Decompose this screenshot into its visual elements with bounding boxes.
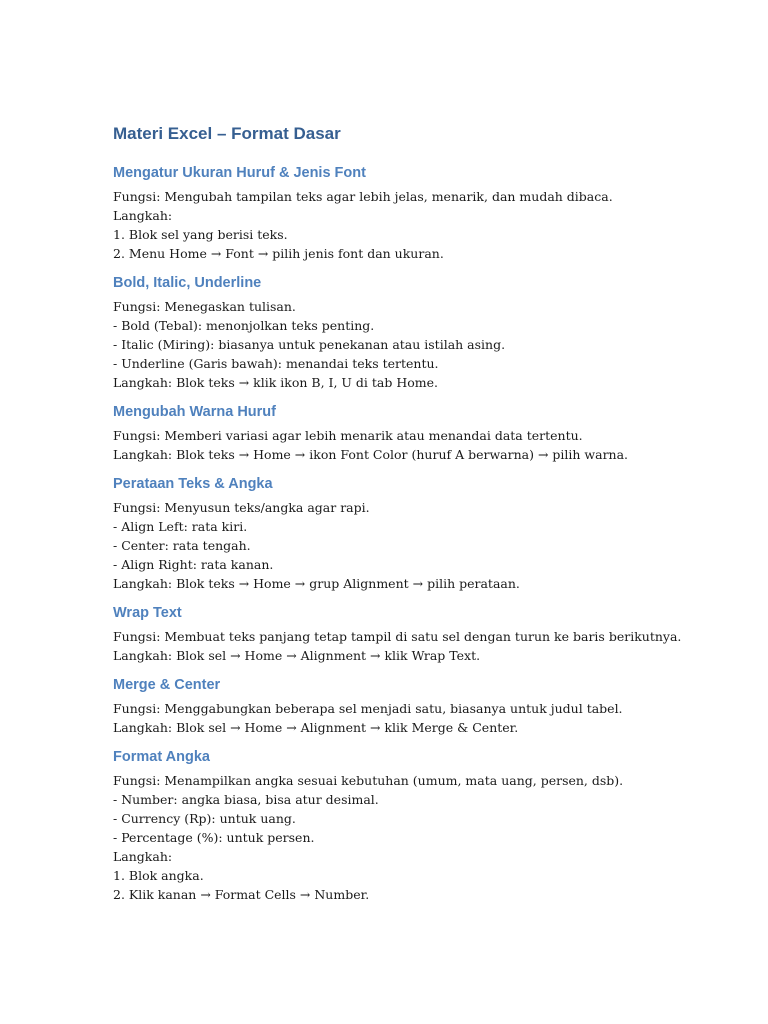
section: [113, 748, 713, 904]
body-text-line: - Percentage (%): untuk persen.: [113, 830, 315, 845]
body-text-line: Langkah: Blok sel → Home → Alignment → klik Wrap Text.: [113, 648, 481, 663]
body-text-line: 1. Blok sel yang berisi teks.: [113, 227, 288, 242]
body-text-line: - Align Right: rata kanan.: [113, 557, 274, 572]
body-text-line: Fungsi: Menegaskan tulisan.: [113, 299, 296, 314]
sections-container: [113, 164, 713, 904]
section-heading: Wrap Text: [113, 605, 182, 621]
body-text-line: - Align Left: rata kiri.: [113, 519, 248, 534]
body-text-line: Langkah:: [113, 208, 173, 223]
section: [113, 164, 713, 263]
body-text-line: Langkah: Blok sel → Home → Alignment → klik Merge & Center.: [113, 720, 519, 735]
body-text-line: 1. Blok angka.: [113, 868, 204, 883]
body-text-line: 2. Menu Home → Font → pilih jenis font dan ukuran.: [113, 246, 444, 261]
body-text-line: Fungsi: Memberi variasi agar lebih menarik atau menandai data tertentu.: [113, 428, 583, 443]
section-heading: Mengatur Ukuran Huruf & Jenis Font: [113, 165, 366, 181]
body-text-line: Fungsi: Mengubah tampilan teks agar lebih jelas, menarik, dan mudah dibaca.: [113, 189, 613, 204]
section-heading: Perataan Teks & Angka: [113, 476, 273, 492]
body-text-line: Fungsi: Menyusun teks/angka agar rapi.: [113, 500, 370, 515]
section: [113, 475, 713, 593]
section-heading: Bold, Italic, Underline: [113, 275, 262, 291]
section-heading: Merge & Center: [113, 677, 221, 693]
body-text-line: - Currency (Rp): untuk uang.: [113, 811, 296, 826]
document-title: Materi Excel – Format Dasar: [113, 124, 341, 143]
section: [113, 676, 713, 737]
section: [113, 274, 713, 392]
section: [113, 403, 713, 464]
body-text-line: Langkah: Blok teks → Home → ikon Font Color (huruf A berwarna) → pilih warna.: [113, 447, 629, 462]
body-text-line: - Bold (Tebal): menonjolkan teks penting.: [113, 318, 375, 333]
body-text-line: Langkah: Blok teks → Home → grup Alignment → pilih perataan.: [113, 576, 520, 591]
body-text-line: Fungsi: Menampilkan angka sesuai kebutuhan (umum, mata uang, persen, dsb).: [113, 773, 624, 788]
document-page: [113, 123, 713, 915]
section: [113, 604, 713, 665]
body-text-line: Langkah:: [113, 849, 173, 864]
body-text-line: Fungsi: Membuat teks panjang tetap tampil di satu sel dengan turun ke baris berikutnya.: [113, 629, 682, 644]
body-text-line: - Underline (Garis bawah): menandai teks tertentu.: [113, 356, 439, 371]
section-heading: Format Angka: [113, 749, 210, 765]
body-text-line: - Number: angka biasa, bisa atur desimal.: [113, 792, 379, 807]
body-text-line: - Center: rata tengah.: [113, 538, 251, 553]
body-text-line: Langkah: Blok teks → klik ikon B, I, U di tab Home.: [113, 375, 438, 390]
body-text-line: 2. Klik kanan → Format Cells → Number.: [113, 887, 370, 902]
body-text-line: - Italic (Miring): biasanya untuk penekanan atau istilah asing.: [113, 337, 506, 352]
section-heading: Mengubah Warna Huruf: [113, 404, 276, 420]
body-text-line: Fungsi: Menggabungkan beberapa sel menjadi satu, biasanya untuk judul tabel.: [113, 701, 623, 716]
